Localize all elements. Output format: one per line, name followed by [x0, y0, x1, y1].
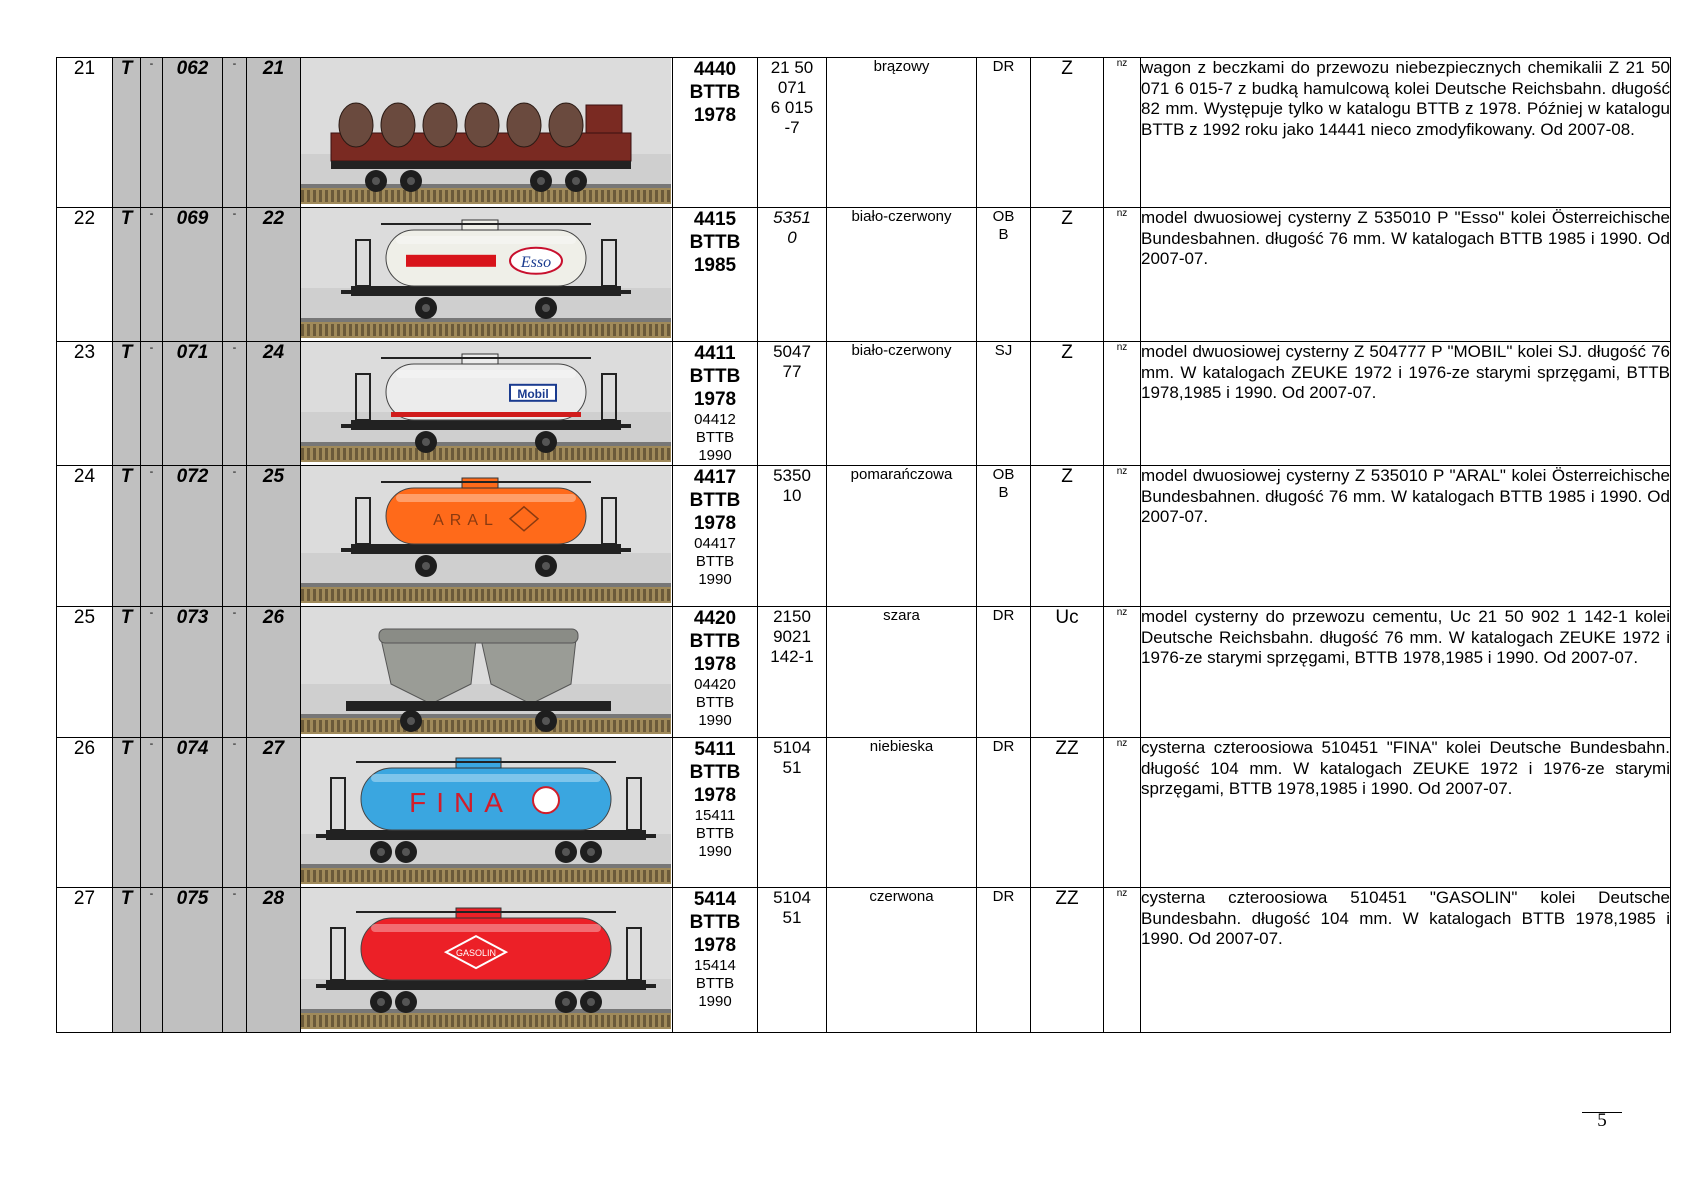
letter-cell: T: [113, 466, 141, 607]
dash-cell: -: [141, 208, 163, 342]
photo-cell: [301, 58, 673, 208]
railway-cell: SJ: [977, 342, 1031, 466]
svg-text:Esso: Esso: [520, 253, 552, 271]
svg-text:ARAL: ARAL: [433, 511, 499, 529]
colour-cell: biało-czerwony: [827, 208, 977, 342]
number-cell: 24: [247, 342, 301, 466]
registration-cell: 5104 51: [758, 738, 827, 888]
catalog-number: 4417 BTTB 1978: [689, 467, 741, 534]
colour-cell: biało-czerwony: [827, 342, 977, 466]
wagon-photo: [301, 466, 671, 603]
number-cell: 27: [247, 738, 301, 888]
photo-cell: [301, 466, 673, 607]
catalog-number-later: 04417 BTTB 1990: [694, 535, 736, 588]
colour-cell: szara: [827, 607, 977, 738]
lp-cell: 24: [57, 466, 113, 607]
svg-text:FINA: FINA: [409, 787, 513, 819]
wagon-photo: [301, 58, 671, 204]
number-cell: 21: [247, 58, 301, 208]
letter-cell: T: [113, 738, 141, 888]
colour-cell: niebieska: [827, 738, 977, 888]
description-cell: model cysterny do przewozu cementu, Uc 21 50 902 1 142-1 kolei Deutsche Reichsbahn. długość 76 mm. W katalogach ZEUKE 1972 i 1976-ze starymi sprzęgami, BTTB 1978,1985 i 1990. Od 2007-07.: [1141, 607, 1671, 738]
catalog-cell: [673, 607, 758, 738]
wagon-photo: [301, 342, 671, 462]
number-cell: 28: [247, 888, 301, 1033]
lp-cell: 21: [57, 58, 113, 208]
catalog-cell: [673, 208, 758, 342]
table-row: [57, 58, 1671, 208]
catalog-cell: [673, 738, 758, 888]
description-cell: cysterna czteroosiowa 510451 "GASOLIN" kolei Deutsche Bundesbahn. długość 104 mm. W katalogach BTTB 1978,1985 i 1990. Od 2007-07.: [1141, 888, 1671, 1033]
table-row: [57, 738, 1671, 888]
code-cell: 075: [163, 888, 223, 1033]
nz-cell: nz: [1104, 58, 1141, 208]
catalog-cell: [673, 342, 758, 466]
catalog-rows: [57, 58, 1671, 1033]
colour-cell: pomarańczowa: [827, 466, 977, 607]
catalog-number: 4440 BTTB 1978: [689, 59, 741, 126]
number-cell: 25: [247, 466, 301, 607]
lp-cell: 23: [57, 342, 113, 466]
nz-cell: nz: [1104, 342, 1141, 466]
dash-cell: -: [223, 466, 247, 607]
photo-cell: [301, 342, 673, 466]
lp-cell: 27: [57, 888, 113, 1033]
dash-cell: -: [141, 738, 163, 888]
dash-cell: -: [141, 466, 163, 607]
registration-cell: 21 50 071 6 015 -7: [758, 58, 827, 208]
dash-cell: -: [141, 888, 163, 1033]
letter-cell: T: [113, 208, 141, 342]
catalog-number-later: 04412 BTTB 1990: [694, 411, 736, 464]
page-number: 5: [1597, 1110, 1607, 1131]
type-cell: ZZ: [1031, 888, 1104, 1033]
code-cell: 073: [163, 607, 223, 738]
code-cell: 069: [163, 208, 223, 342]
catalog-number-later: 15414 BTTB 1990: [694, 957, 736, 1010]
dash-cell: -: [223, 888, 247, 1033]
description-cell: model dwuosiowej cysterny Z 504777 P "MOBIL" kolei SJ. długość 76 mm. W katalogach ZEUKE 1972 i 1976-ze starymi sprzęgami, BTTB 1978,1985 i 1990. Od 2007-07.: [1141, 342, 1671, 466]
photo-cell: [301, 607, 673, 738]
wagon-photo: [301, 888, 671, 1029]
catalog-number: 4420 BTTB 1978: [689, 608, 741, 675]
nz-cell: nz: [1104, 607, 1141, 738]
registration-cell: 5047 77: [758, 342, 827, 466]
railway-cell: DR: [977, 58, 1031, 208]
letter-cell: T: [113, 58, 141, 208]
type-cell: Z: [1031, 208, 1104, 342]
railway-cell: DR: [977, 888, 1031, 1033]
photo-cell: [301, 738, 673, 888]
registration-cell: 5104 51: [758, 888, 827, 1033]
photo-cell: [301, 208, 673, 342]
code-cell: 072: [163, 466, 223, 607]
type-cell: Z: [1031, 342, 1104, 466]
catalog-cell: [673, 58, 758, 208]
nz-cell: nz: [1104, 466, 1141, 607]
code-cell: 071: [163, 342, 223, 466]
lp-cell: 22: [57, 208, 113, 342]
svg-text:GASOLIN: GASOLIN: [455, 948, 497, 959]
lp-cell: 26: [57, 738, 113, 888]
dash-cell: -: [223, 738, 247, 888]
number-cell: 26: [247, 607, 301, 738]
letter-cell: T: [113, 607, 141, 738]
table-row: [57, 607, 1671, 738]
table-row: [57, 208, 1671, 342]
railway-cell: OB B: [977, 208, 1031, 342]
letter-cell: T: [113, 342, 141, 466]
photo-cell: [301, 888, 673, 1033]
catalog-cell: [673, 466, 758, 607]
railway-cell: DR: [977, 738, 1031, 888]
dash-cell: -: [141, 607, 163, 738]
dash-cell: -: [223, 58, 247, 208]
catalog-number: 5414 BTTB 1978: [689, 889, 741, 956]
railway-cell: OB B: [977, 466, 1031, 607]
description-cell: model dwuosiowej cysterny Z 535010 P "ARAL" kolei Österreichische Bundesbahnen. długość 76 mm. W katalogach BTTB 1985 i 1990. Od 2007-07.: [1141, 466, 1671, 607]
type-cell: Z: [1031, 58, 1104, 208]
type-cell: ZZ: [1031, 738, 1104, 888]
description-cell: wagon z beczkami do przewozu niebezpiecznych chemikalii Z 21 50 071 6 015-7 z budką hamulcową kolei Deutsche Reichsbahn. długość 82 mm. Występuje tylko w katalogu BTTB z 1978. Później w katalogu BTTB z 1992 roku jako 14441 nieco zmodyfikowany. Od 2007-08.: [1141, 58, 1671, 208]
registration-cell: 5350 10: [758, 466, 827, 607]
dash-cell: -: [223, 342, 247, 466]
wagon-photo: [301, 607, 671, 734]
colour-cell: brązowy: [827, 58, 977, 208]
table-row: [57, 888, 1671, 1033]
registration-cell: 2150 9021 142-1: [758, 607, 827, 738]
catalog-number-later: 04420 BTTB 1990: [694, 676, 736, 729]
type-cell: Uc: [1031, 607, 1104, 738]
registration-cell: 5351 0: [758, 208, 827, 342]
wagon-photo: [301, 208, 671, 338]
dash-cell: -: [141, 58, 163, 208]
catalog-number: 5411 BTTB 1978: [689, 739, 741, 806]
catalog-table: [56, 57, 1671, 1033]
catalog-cell: [673, 888, 758, 1033]
description-cell: cysterna czteroosiowa 510451 "FINA" kolei Deutsche Bundesbahn. długość 104 mm. W katalogach ZEUKE 1972 i 1976-ze starymi sprzęgami, BTTB 1978,1985 i 1990. Od 2007-07.: [1141, 738, 1671, 888]
dash-cell: -: [141, 342, 163, 466]
nz-cell: nz: [1104, 208, 1141, 342]
code-cell: 062: [163, 58, 223, 208]
catalog-number-later: 15411 BTTB 1990: [694, 807, 736, 860]
nz-cell: nz: [1104, 888, 1141, 1033]
number-cell: 22: [247, 208, 301, 342]
letter-cell: T: [113, 888, 141, 1033]
dash-cell: -: [223, 208, 247, 342]
table-row: [57, 466, 1671, 607]
colour-cell: czerwona: [827, 888, 977, 1033]
wagon-photo: [301, 738, 671, 884]
svg-text:Mobil: Mobil: [517, 386, 549, 401]
dash-cell: -: [223, 607, 247, 738]
catalog-number: 4415 BTTB 1985: [689, 209, 741, 276]
table-row: [57, 342, 1671, 466]
lp-cell: 25: [57, 607, 113, 738]
catalog-number: 4411 BTTB 1978: [689, 343, 741, 410]
type-cell: Z: [1031, 466, 1104, 607]
description-cell: model dwuosiowej cysterny Z 535010 P "Esso" kolei Österreichische Bundesbahnen. długość 76 mm. W katalogach BTTB 1985 i 1990. Od 2007-07.: [1141, 208, 1671, 342]
railway-cell: DR: [977, 607, 1031, 738]
code-cell: 074: [163, 738, 223, 888]
nz-cell: nz: [1104, 738, 1141, 888]
